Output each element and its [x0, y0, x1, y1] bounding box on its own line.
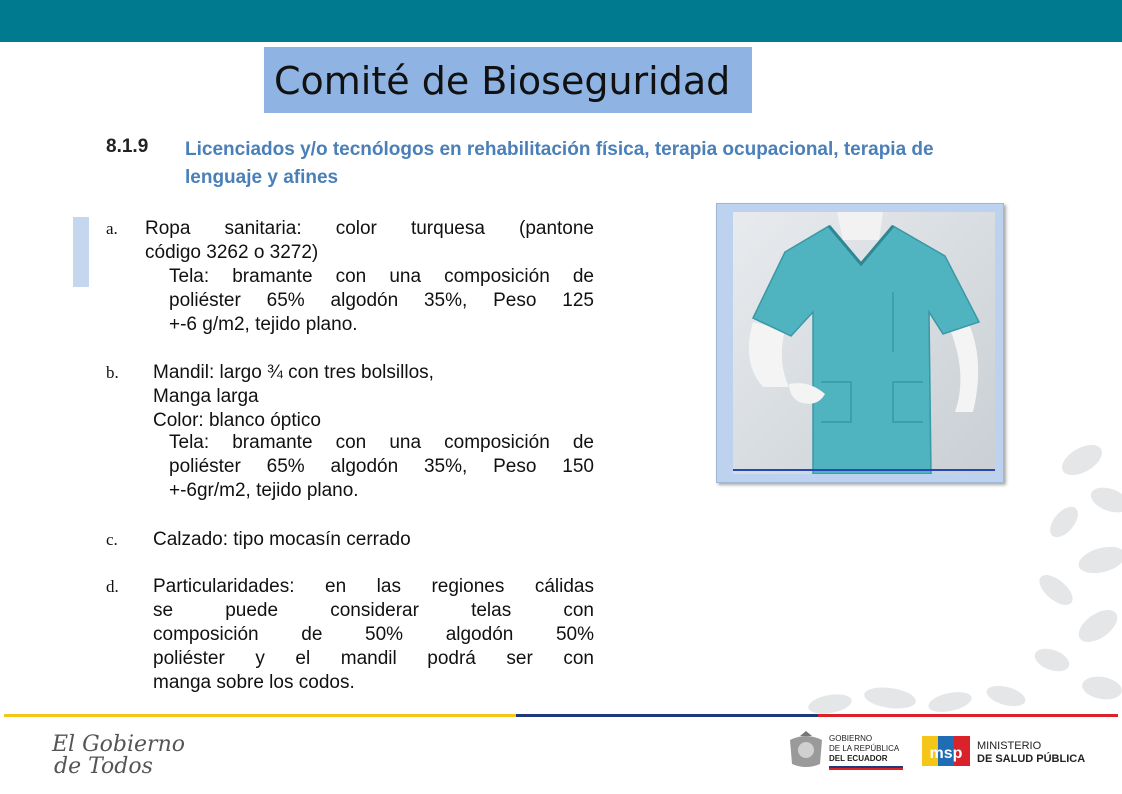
side-accent-bar	[73, 217, 89, 287]
item-a-marker: a.	[106, 219, 118, 238]
item-d-line-4: poliéster y el mandil podrá ser con	[153, 648, 594, 669]
uniform-photo	[733, 212, 995, 474]
slide-title: Comité de Bioseguridad	[264, 47, 752, 113]
item-c-marker: c.	[106, 530, 118, 549]
item-b-fabric-line-2: poliéster 65% algodón 35%, Peso 150	[169, 456, 594, 477]
item-b	[153, 361, 594, 433]
footer-line-blue	[516, 714, 818, 717]
item-d-line-2: se puede considerar telas con	[153, 600, 594, 621]
item-a-fabric	[169, 265, 594, 337]
photo-underline	[733, 469, 995, 471]
leaf-pattern-icon	[1022, 430, 1122, 712]
item-b-fabric	[169, 431, 594, 503]
item-a-fabric-line-2: poliéster 65% algodón 35%, Peso 125	[169, 290, 594, 311]
leaf-pattern-bottom-icon	[800, 680, 1030, 714]
gov-line-2: DE LA REPÚBLICA	[829, 744, 900, 753]
svg-text:msp: msp	[929, 745, 963, 762]
section-heading: Licenciados y/o tecnólogos en rehabilitación física, terapia ocupacional, terapia de lenguaje y afines	[185, 139, 934, 188]
item-a-line-2: código 3262 o 3272)	[145, 242, 319, 263]
item-d-line-1: Particularidades: en las regiones cálidas	[153, 576, 594, 597]
slogan-line-1: El Gobierno	[52, 732, 185, 757]
top-bar	[0, 0, 1122, 42]
item-d-line-3: composición de 50% algodón 50%	[153, 624, 594, 645]
ministry-name	[977, 740, 1085, 766]
item-b-marker: b.	[106, 363, 119, 382]
item-b-fabric-line-3: +-6gr/m2, tejido plano.	[169, 480, 359, 501]
government-slogan	[52, 734, 185, 778]
section-number: 8.1.9	[106, 136, 149, 157]
turquoise-scrub-icon	[733, 212, 995, 474]
item-a-fabric-line-1: Tela: bramante con una composición de	[169, 266, 594, 287]
footer-line-red	[818, 714, 1118, 717]
item-a-line-1: Ropa sanitaria: color turquesa (pantone	[145, 218, 594, 239]
footer-line-yellow	[4, 714, 516, 717]
item-b-fabric-line-1: Tela: bramante con una composición de	[169, 432, 594, 453]
item-a-fabric-line-3: +-6 g/m2, tejido plano.	[169, 314, 358, 335]
ministry-line-2: DE SALUD PÚBLICA	[977, 753, 1086, 765]
ministry-line-1: MINISTERIO	[977, 740, 1042, 752]
item-c-line-1: Calzado: tipo mocasín cerrado	[153, 529, 411, 550]
item-d-line-5: manga sobre los codos.	[153, 672, 355, 693]
item-b-line-3: Color: blanco óptico	[153, 410, 321, 431]
item-b-line-1: Mandil: largo ¾ con tres bolsillos,	[153, 362, 434, 383]
item-a	[145, 217, 594, 265]
gov-line-1: GOBIERNO	[829, 734, 873, 743]
item-b-line-2: Manga larga	[153, 386, 259, 407]
slogan-line-2: de Todos	[54, 754, 153, 779]
item-c	[153, 528, 594, 552]
msp-logo-icon	[922, 732, 970, 770]
item-d	[153, 575, 594, 695]
uniform-photo-frame	[716, 203, 1004, 483]
government-name	[829, 734, 899, 764]
item-d-marker: d.	[106, 577, 119, 596]
gov-line-3: DEL ECUADOR	[829, 754, 888, 763]
